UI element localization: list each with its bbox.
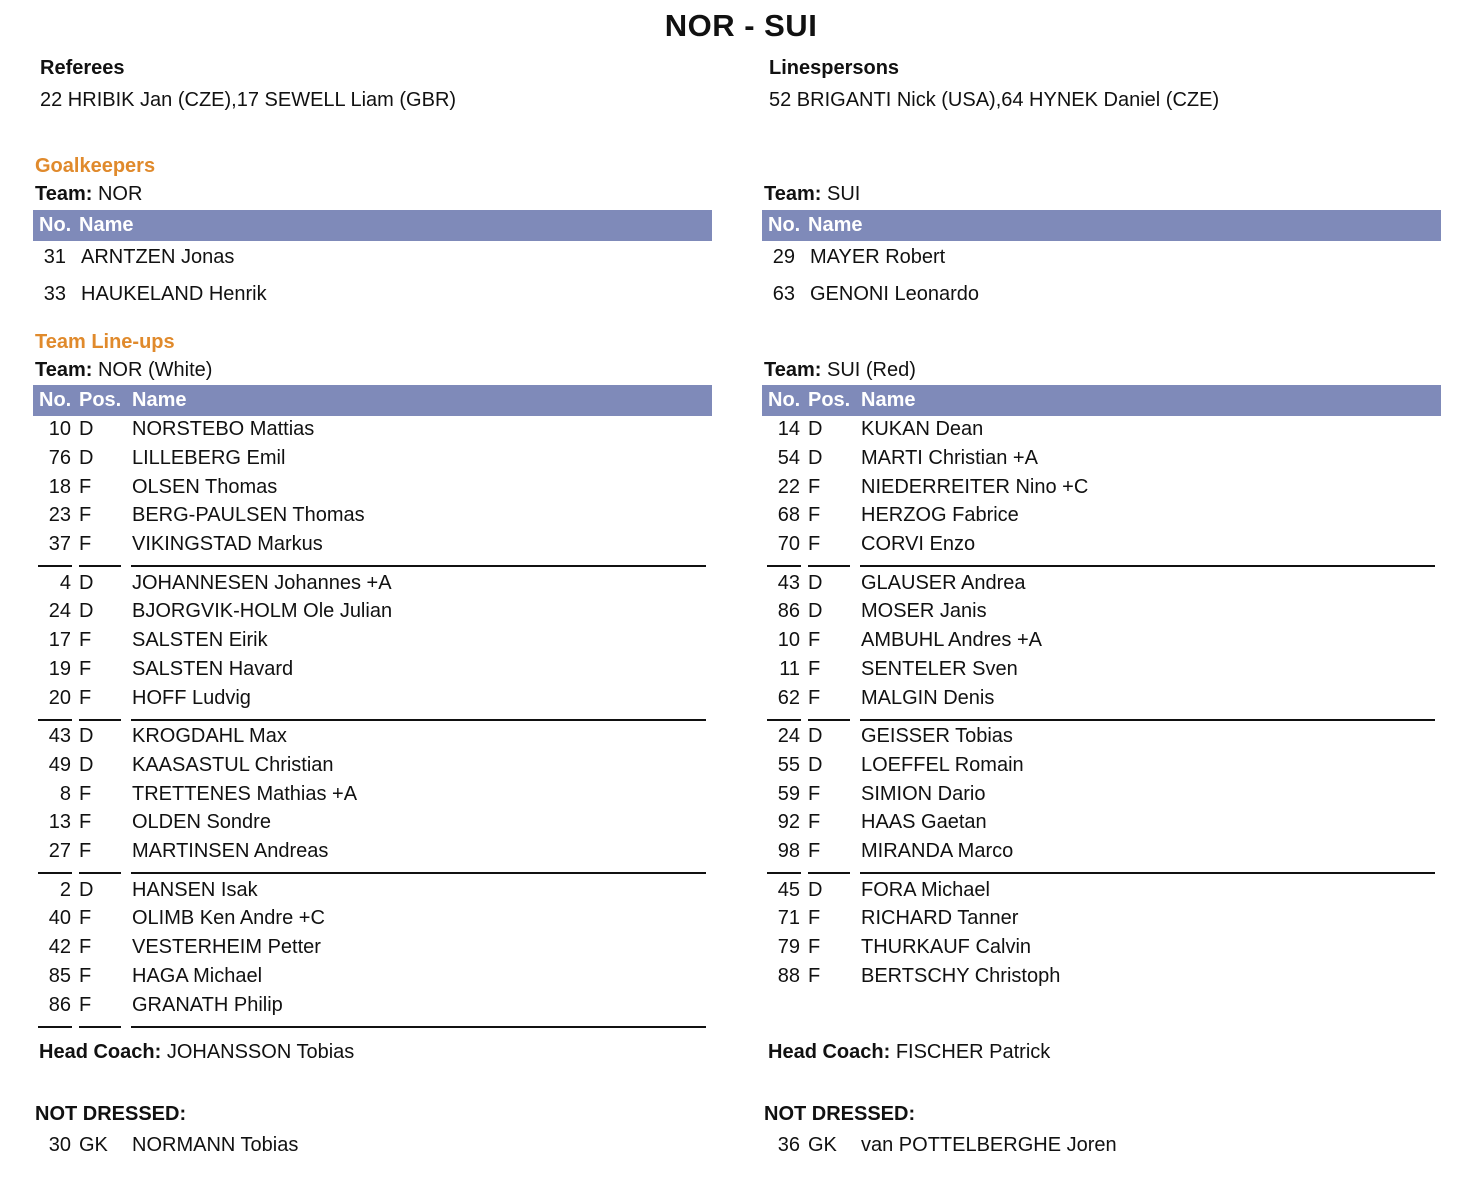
player-row <box>34 965 714 993</box>
player-name: KROGDAHL Max <box>132 725 287 747</box>
gk-header-name: Name <box>808 214 863 236</box>
player-position: F <box>79 475 92 498</box>
player-row <box>763 476 1443 504</box>
line-separator <box>808 719 850 721</box>
player-row <box>763 907 1443 935</box>
player-row <box>34 658 714 686</box>
player-row <box>763 783 1443 811</box>
lineup-team-right-name: SUI (Red) <box>826 359 916 381</box>
referees-label: Referees <box>40 57 125 79</box>
player-number: 59 <box>777 782 800 805</box>
not-dressed-left-label: NOT DRESSED: <box>35 1103 187 1125</box>
line-separator <box>131 565 706 567</box>
player-name: HAGA Michael <box>132 964 263 987</box>
player-row <box>34 879 714 907</box>
player-number: 54 <box>777 446 800 469</box>
player-number: 30 <box>48 1134 71 1156</box>
player-number: 98 <box>777 840 800 863</box>
player-number: 70 <box>777 533 800 556</box>
player-name: MIRANDA Marco <box>861 840 1014 863</box>
player-number: 55 <box>777 753 800 776</box>
lineup-header-no: No. <box>768 389 801 411</box>
player-name: MARTINSEN Andreas <box>132 840 329 863</box>
player-name: RICHARD Tanner <box>861 907 1019 930</box>
page-title: NOR - SUI <box>664 8 818 43</box>
lineup-header-left <box>33 385 712 416</box>
player-position: F <box>79 533 92 556</box>
line-separator <box>38 719 72 721</box>
lineup-header-right <box>762 385 1441 416</box>
player-row <box>763 965 1443 993</box>
player-position: F <box>79 840 92 863</box>
player-position: F <box>79 811 92 834</box>
player-name: OLSEN Thomas <box>132 475 278 498</box>
player-row <box>763 504 1443 532</box>
player-position: F <box>808 475 821 498</box>
player-position: F <box>79 964 92 987</box>
player-name: ARNTZEN Jonas <box>81 246 235 268</box>
player-number: 20 <box>48 686 71 709</box>
lineup-team-right <box>764 359 916 382</box>
player-name: BJORGVIK-HOLM Ole Julian <box>132 600 393 623</box>
player-number: 76 <box>48 446 71 469</box>
player-row <box>34 572 714 600</box>
not-dressed-left <box>34 1134 714 1164</box>
player-row <box>34 687 714 715</box>
referees-value: 22 HRIBIK Jan (CZE),17 SEWELL Liam (GBR) <box>40 89 457 111</box>
player-number: 10 <box>48 418 71 440</box>
player-number: 43 <box>777 571 800 594</box>
head-coach-right-name: FISCHER Patrick <box>895 1041 1051 1063</box>
player-name: AMBUHL Andres +A <box>861 629 1043 652</box>
player-number: 24 <box>777 725 800 747</box>
player-name: NORSTEBO Mattias <box>132 418 315 440</box>
player-position: F <box>808 936 821 959</box>
player-name: SALSTEN Eirik <box>132 629 268 652</box>
line-separator <box>79 872 121 874</box>
player-number: 63 <box>772 283 795 305</box>
player-number: 4 <box>59 571 71 594</box>
goalkeeper-row <box>32 283 712 307</box>
player-number: 45 <box>777 878 800 901</box>
player-row <box>763 687 1443 715</box>
player-number: 68 <box>777 504 800 527</box>
player-position: D <box>79 446 94 469</box>
player-name: HAUKELAND Henrik <box>81 283 267 305</box>
lineup-header-pos: Pos. <box>808 389 851 411</box>
lineup-header-name: Name <box>861 389 916 411</box>
player-name: SIMION Dario <box>861 782 986 805</box>
player-position: F <box>808 504 821 527</box>
line-separator <box>860 872 1435 874</box>
player-name: GRANATH Philip <box>132 993 283 1016</box>
player-row <box>34 754 714 782</box>
head-coach-right <box>768 1041 1050 1064</box>
player-number: 29 <box>772 246 795 268</box>
player-number: 11 <box>779 657 800 680</box>
player-position: GK <box>79 1134 108 1156</box>
lineup-header-pos: Pos. <box>79 389 122 411</box>
lineup-team-right-label: Team: <box>764 359 822 381</box>
player-name: HAAS Gaetan <box>861 811 987 834</box>
player-name: MOSER Janis <box>861 600 987 623</box>
player-name: SENTELER Sven <box>861 657 1018 680</box>
player-number: 37 <box>48 533 71 556</box>
player-name: BERTSCHY Christoph <box>861 964 1061 987</box>
lineup-team-left <box>35 359 212 382</box>
player-position: F <box>79 907 92 930</box>
player-position: F <box>79 504 92 527</box>
player-number: 88 <box>777 964 800 987</box>
player-row <box>34 725 714 753</box>
linespersons-value: 52 BRIGANTI Nick (USA),64 HYNEK Daniel (CZE) <box>769 89 1220 111</box>
player-number: 14 <box>777 418 800 440</box>
player-name: LOEFFEL Romain <box>861 753 1024 776</box>
player-position: D <box>79 725 94 747</box>
player-number: 17 <box>48 629 71 652</box>
player-position: GK <box>808 1134 837 1156</box>
player-name: BERG-PAULSEN Thomas <box>132 504 365 527</box>
player-name: KAASASTUL Christian <box>132 753 334 776</box>
lineup-team-left-label: Team: <box>35 359 93 381</box>
player-position: D <box>808 600 823 623</box>
head-coach-left-label: Head Coach: <box>39 1041 162 1063</box>
player-number: 71 <box>777 907 800 930</box>
line-separator <box>131 872 706 874</box>
head-coach-left <box>39 1041 354 1064</box>
player-row <box>763 658 1443 686</box>
player-position: F <box>79 782 92 805</box>
player-number: 36 <box>777 1134 800 1156</box>
player-row <box>34 600 714 628</box>
player-name: NORMANN Tobias <box>132 1134 299 1156</box>
line-separator <box>808 565 850 567</box>
player-number: 24 <box>48 600 71 623</box>
player-number: 92 <box>777 811 800 834</box>
player-row <box>763 418 1443 446</box>
player-name: LILLEBERG Emil <box>132 446 286 469</box>
gk-team-left-name: NOR <box>97 183 143 205</box>
gk-header-right <box>762 210 1441 241</box>
player-row <box>763 447 1443 475</box>
player-number: 42 <box>48 936 71 959</box>
player-row <box>763 936 1443 964</box>
player-position: D <box>79 418 94 440</box>
player-position: F <box>808 533 821 556</box>
player-row <box>34 447 714 475</box>
player-row <box>34 936 714 964</box>
lineup-header-name: Name <box>132 389 187 411</box>
player-number: 33 <box>43 283 66 305</box>
player-number: 86 <box>48 993 71 1016</box>
player-row <box>763 754 1443 782</box>
head-coach-left-name: JOHANSSON Tobias <box>166 1041 355 1063</box>
player-row <box>763 629 1443 657</box>
line-separator <box>79 565 121 567</box>
goalkeeper-row <box>761 283 1441 307</box>
player-number: 23 <box>48 504 71 527</box>
player-position: F <box>79 657 92 680</box>
player-number: 79 <box>777 936 800 959</box>
player-position: D <box>79 600 94 623</box>
player-position: D <box>808 571 823 594</box>
player-number: 10 <box>777 629 800 652</box>
player-name: JOHANNESEN Johannes +A <box>132 571 392 594</box>
player-position: F <box>808 964 821 987</box>
player-position: D <box>808 753 823 776</box>
player-name: NIEDERREITER Nino +C <box>861 475 1089 498</box>
line-separator <box>860 565 1435 567</box>
player-name: VIKINGSTAD Markus <box>132 533 323 556</box>
goalkeeper-row <box>32 246 712 270</box>
gk-header-name: Name <box>79 214 134 236</box>
player-number: 86 <box>777 600 800 623</box>
player-name: HERZOG Fabrice <box>861 504 1019 527</box>
goalkeepers-heading: Goalkeepers <box>35 155 156 177</box>
player-position: F <box>808 686 821 709</box>
player-row <box>763 811 1443 839</box>
player-number: 27 <box>48 840 71 863</box>
lineups-heading: Team Line-ups <box>35 331 175 353</box>
player-position: F <box>808 782 821 805</box>
line-separator <box>131 719 706 721</box>
player-row <box>763 600 1443 628</box>
not-dressed-right-label: NOT DRESSED: <box>764 1103 916 1125</box>
player-row <box>34 840 714 868</box>
player-number: 19 <box>48 657 71 680</box>
player-name: GEISSER Tobias <box>861 725 1013 747</box>
player-row <box>34 907 714 935</box>
player-position: D <box>79 571 94 594</box>
player-name: GENONI Leonardo <box>810 283 979 305</box>
player-name: HANSEN Isak <box>132 878 258 901</box>
line-separator <box>767 719 801 721</box>
player-name: KUKAN Dean <box>861 418 984 440</box>
player-name: MAYER Robert <box>810 246 946 268</box>
gk-team-right-label: Team: <box>764 183 822 205</box>
player-name: OLIMB Ken Andre +C <box>132 907 325 930</box>
player-row <box>34 811 714 839</box>
player-row <box>763 725 1443 753</box>
player-position: D <box>79 753 94 776</box>
gk-team-left-label: Team: <box>35 183 93 205</box>
player-position: F <box>79 686 92 709</box>
player-name: FORA Michael <box>861 878 990 901</box>
lineup-header-no: No. <box>39 389 72 411</box>
player-name: CORVI Enzo <box>861 533 976 556</box>
player-row <box>34 994 714 1022</box>
player-name: MARTI Christian +A <box>861 446 1038 469</box>
line-separator <box>860 719 1435 721</box>
linespersons-label: Linespersons <box>769 57 900 79</box>
line-separator <box>767 565 801 567</box>
gk-header-left <box>33 210 712 241</box>
player-position: D <box>808 418 823 440</box>
line-separator <box>38 565 72 567</box>
player-row <box>763 879 1443 907</box>
player-name: MALGIN Denis <box>861 686 995 709</box>
line-separator <box>767 872 801 874</box>
player-row <box>34 783 714 811</box>
player-position: D <box>808 446 823 469</box>
player-row <box>763 572 1443 600</box>
player-number: 13 <box>48 811 71 834</box>
gk-list-left <box>32 246 712 316</box>
player-number: 2 <box>59 878 71 901</box>
player-number: 85 <box>48 964 71 987</box>
player-name: OLDEN Sondre <box>132 811 271 834</box>
lineup-list-left <box>34 418 714 1033</box>
player-position: F <box>79 629 92 652</box>
line-separator <box>38 1026 72 1028</box>
player-position: F <box>79 936 92 959</box>
not-dressed-right <box>763 1134 1443 1164</box>
player-position: D <box>808 725 823 747</box>
line-separator <box>131 1026 706 1028</box>
gk-team-right <box>764 183 860 206</box>
player-name: THURKAUF Calvin <box>861 936 1032 959</box>
gk-list-right <box>761 246 1441 316</box>
player-position: F <box>808 811 821 834</box>
player-number: 22 <box>777 475 800 498</box>
player-name: van POTTELBERGHE Joren <box>861 1134 1117 1156</box>
line-separator <box>79 1026 121 1028</box>
player-position: F <box>808 629 821 652</box>
gk-header-no: No. <box>39 214 72 236</box>
lineup-team-left-name: NOR (White) <box>97 359 213 381</box>
player-position: F <box>808 657 821 680</box>
player-row <box>763 533 1443 561</box>
player-row <box>34 476 714 504</box>
player-position: F <box>808 840 821 863</box>
player-number: 40 <box>48 907 71 930</box>
line-separator <box>38 872 72 874</box>
player-name: VESTERHEIM Petter <box>132 936 321 959</box>
head-coach-right-label: Head Coach: <box>768 1041 891 1063</box>
player-name: HOFF Ludvig <box>132 686 251 709</box>
player-name: GLAUSER Andrea <box>861 571 1026 594</box>
player-row <box>34 504 714 532</box>
player-row <box>763 840 1443 868</box>
goalkeeper-row <box>761 246 1441 270</box>
player-position: F <box>808 907 821 930</box>
player-number: 8 <box>59 782 71 805</box>
player-position: F <box>79 993 92 1016</box>
player-row <box>34 629 714 657</box>
line-separator <box>79 719 121 721</box>
line-separator <box>808 872 850 874</box>
player-name: TRETTENES Mathias +A <box>132 782 358 805</box>
player-row <box>34 533 714 561</box>
player-position: D <box>808 878 823 901</box>
player-number: 43 <box>48 725 71 747</box>
gk-team-left <box>35 183 142 206</box>
player-number: 62 <box>777 686 800 709</box>
player-number: 31 <box>43 246 66 268</box>
lineup-list-right <box>763 418 1443 1033</box>
player-row <box>34 418 714 446</box>
player-number: 49 <box>48 753 71 776</box>
player-name: SALSTEN Havard <box>132 657 294 680</box>
player-position: D <box>79 878 94 901</box>
gk-header-no: No. <box>768 214 801 236</box>
gk-team-right-name: SUI <box>826 183 861 205</box>
player-number: 18 <box>48 475 71 498</box>
